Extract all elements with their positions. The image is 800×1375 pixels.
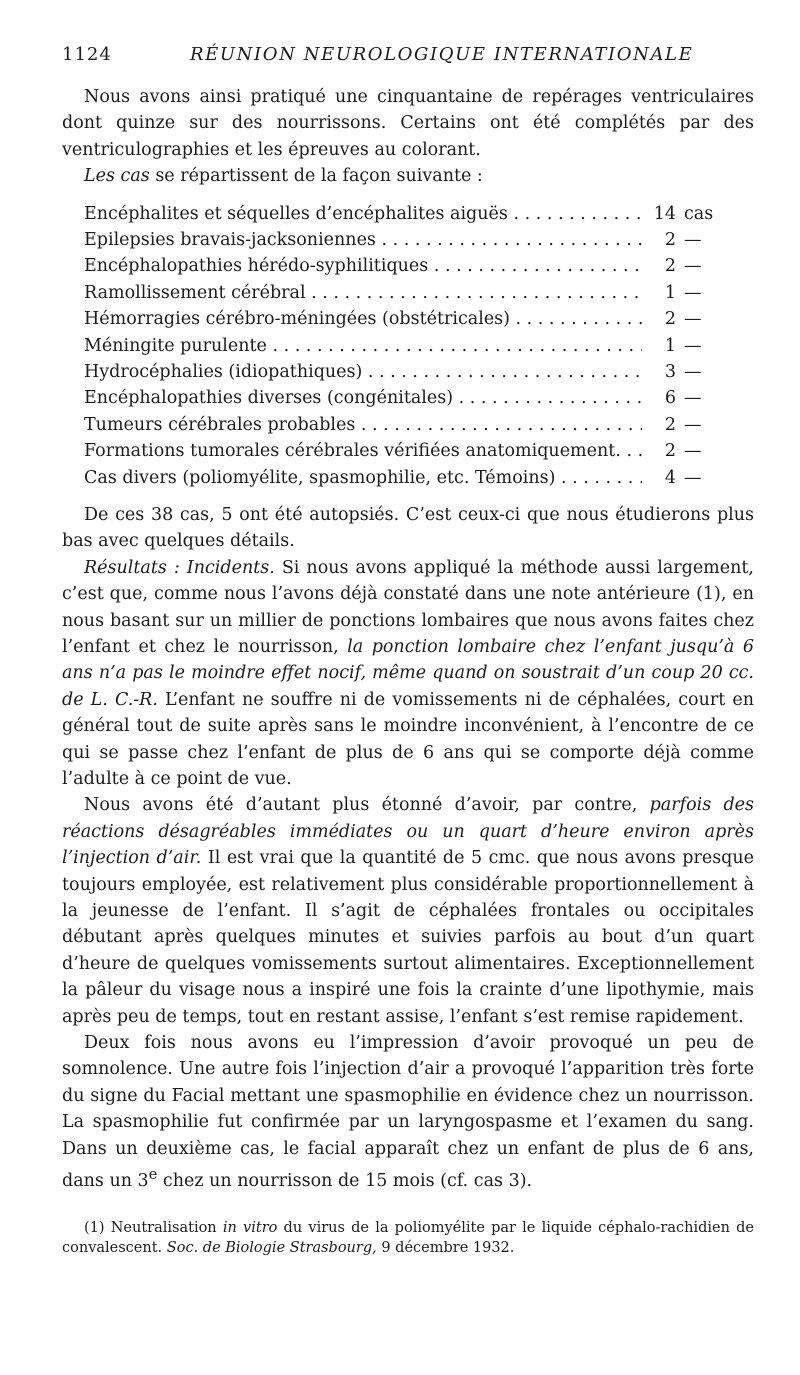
case-count: 1 (664, 282, 676, 303)
case-list-row (84, 359, 732, 385)
autopsies-paragraph: De ces 38 cas, 5 ont été autopsiés. C’est ceux-ci que nous étudierons plus bas avec quelques détails. (62, 504, 754, 552)
case-label: Encéphalopathies diverses (congénitales) . . . (84, 385, 642, 411)
case-unit: — (684, 335, 702, 356)
case-label: Cas divers (poliomyélite, spasmophilie, etc. Témoins) . . . (84, 465, 642, 491)
case-count: 6 (664, 388, 676, 409)
results-paragraph (62, 555, 754, 793)
footnote-text-a: (1) Neutralisation (84, 1220, 223, 1236)
case-list-row (84, 385, 732, 411)
case-label: Encéphalites et séquelles d’encéphalites aiguës . . . (84, 201, 642, 227)
running-header (52, 44, 752, 74)
main-text (62, 84, 754, 1194)
reactions-text-a: Nous avons été d’autant plus étonné d’avoir, par contre, (84, 795, 650, 816)
page-number: 1124 (62, 44, 112, 65)
case-unit: — (684, 388, 702, 409)
case-count: 3 (664, 361, 676, 382)
case-unit: — (684, 441, 702, 462)
case-label: Hydrocéphalies (idiopathiques) . . . (84, 359, 642, 385)
case-list-row (84, 333, 732, 359)
reactions-text-b: Il est vrai que la quantité de 5 cmc. que nous avons presque toujours employée, est relativement plus considérable proportionnellement à la jeunesse de l’enfant. Il s’agit de céphalées frontales ou occipitales débutant après quelques minutes et suivies parfois au bout d’un quart d’heure de quelques vomissements surtout alimentaires. Exceptionnellement la pâleur du visage nous a inspiré une fois la crainte d’une lipothymie, mais après peu de temps, tout en restant assise, l’enfant s’est remise rapidement. (62, 848, 754, 1027)
case-count: 2 (664, 230, 676, 251)
case-list-row (84, 201, 732, 227)
case-list (84, 201, 732, 491)
case-label: Formations tumorales cérébrales vérifiées anatomiquement. . . . (84, 438, 642, 464)
case-list-row (84, 306, 732, 332)
case-unit: — (684, 414, 702, 435)
reactions-paragraph (62, 792, 754, 1030)
case-unit: — (684, 361, 702, 382)
results-text-b: L’enfant ne souffre ni de vomissements ni de céphalées, court en général tout de suite après sans le moindre inconvénient, à l’encontre de ce qui se passe chez l’enfant de plus de 6 ans qui se comporte déjà comme l’adulte à ce point de vue. (62, 689, 754, 789)
case-unit: cas (684, 203, 714, 224)
footnotes (62, 1218, 754, 1258)
somnolence-text-b: chez un nourrisson de 15 mois (cf. cas 3). (157, 1170, 533, 1191)
intro-paragraph: Nous avons ainsi pratiqué une cinquantaine de repérages ventriculaires dont quinze sur des nourrissons. Certains ont été complétés par des ventriculographies et les épreuves au colorant. (62, 87, 754, 160)
results-text-a: Si nous avons appliqué la méthode aussi largement, c’est que, comme nous l’avons déjà constaté dans une note antérieure (1), en nous basant sur un millier de ponctions lombaires que nous avons faites chez l’enfant et chez le nourrisson, (62, 557, 754, 657)
case-label: Tumeurs cérébrales probables . . . (84, 412, 642, 438)
footnote-1 (62, 1218, 754, 1258)
cases-intro-rest: se répartissent de la façon suivante : (149, 166, 483, 187)
case-list-row (84, 280, 732, 306)
case-unit: — (684, 282, 702, 303)
case-unit: — (684, 230, 702, 251)
somnolence-paragraph (62, 1030, 754, 1194)
case-list-row (84, 438, 732, 464)
case-count: 2 (664, 414, 676, 435)
case-label: Encéphalopathies hérédo-syphilitiques . . . (84, 253, 642, 279)
case-count: 2 (664, 441, 676, 462)
case-list-row (84, 465, 732, 491)
footnote-text-b: du virus de la poliomyélite par le liquide céphalo-rachidien de convalescent. (62, 1220, 754, 1256)
case-count: 4 (664, 467, 676, 488)
case-list-row (84, 412, 732, 438)
case-label: Ramollissement cérébral . . . (84, 280, 642, 306)
cases-intro (62, 163, 754, 189)
cases-intro-italic: Les cas (84, 166, 150, 187)
case-unit: — (684, 309, 702, 330)
results-heading: Résultats : Incidents. (84, 557, 275, 578)
case-label: Hémorragies cérébro-méningées (obstétricales) . . . (84, 306, 642, 332)
case-unit: — (684, 256, 702, 277)
case-count: 1 (664, 335, 676, 356)
footnote-italic-1: in vitro (222, 1220, 278, 1236)
results-italic: la ponction lombaire chez l’enfant jusqu’à 6 ans n’a pas le moindre effet nocif, même quand on soustrait d’un coup 20 cc. de L. C.-R. (62, 636, 754, 710)
case-unit: — (684, 467, 702, 488)
footnote-text-c: 9 décembre 1932. (376, 1240, 515, 1256)
case-list-row (84, 253, 732, 279)
footnote-italic-2: Soc. de Biologie Strasbourg, (166, 1240, 377, 1256)
case-count: 2 (664, 309, 676, 330)
somnolence-text-a: Deux fois nous avons eu l’impression d’avoir provoqué un peu de somnolence. Une autre fois l’injection d’air a provoqué l’apparition très forte du signe du Facial mettant une spasmophilie en évidence chez un nourrisson. La spasmophilie fut confirmée par un laryngospasme et l’examen du sang. Dans un deuxième cas, le facial apparaît chez un enfant de plus de 6 ans, dans un 3 (62, 1033, 754, 1191)
case-label: Méningite purulente . . . (84, 333, 642, 359)
case-list-row (84, 227, 732, 253)
reactions-italic: parfois des réactions désagréables immédiates ou un quart d’heure environ après l’injection d’air. (62, 795, 754, 869)
case-label: Epilepsies bravais-jacksoniennes . . . (84, 227, 642, 253)
somnolence-superscript: e (148, 1166, 158, 1184)
running-title: RÉUNION NEUROLOGIQUE INTERNATIONALE (190, 44, 694, 65)
case-count: 2 (664, 256, 676, 277)
case-count: 14 (653, 203, 676, 224)
